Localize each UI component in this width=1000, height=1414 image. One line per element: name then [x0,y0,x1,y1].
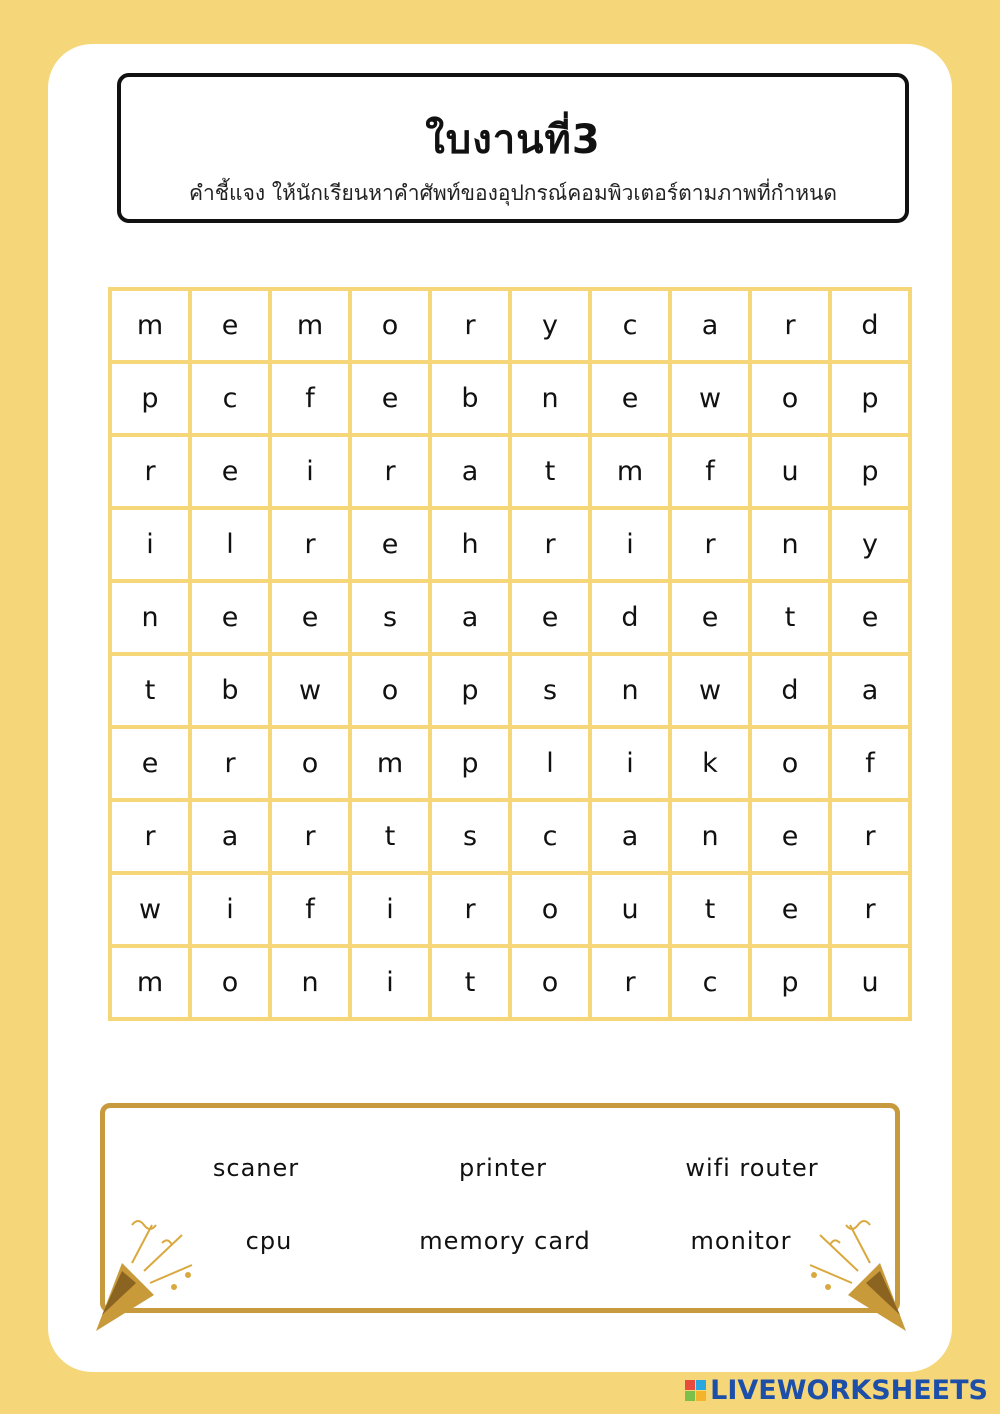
grid-cell[interactable]: t [112,656,188,725]
instruction-text: คำชี้แจง ให้นักเรียนหาคำศัพท์ของอุปกรณ์คอมพิวเตอร์ตามภาพที่กำหนด [188,181,838,205]
grid-cell[interactable]: e [512,583,588,652]
grid-cell[interactable]: t [752,583,828,652]
grid-cell[interactable]: e [352,510,428,579]
header-box [117,73,909,223]
grid-cell[interactable]: r [192,729,268,798]
grid-cell[interactable]: i [352,875,428,944]
grid-cell[interactable]: e [272,583,348,652]
grid-cell[interactable]: i [592,729,668,798]
grid-cell[interactable]: e [672,583,748,652]
grid-cell[interactable]: b [192,656,268,725]
grid-cell[interactable]: s [352,583,428,652]
grid-cell[interactable]: n [272,948,348,1017]
grid-cell[interactable]: r [432,291,508,360]
grid-cell[interactable]: p [832,364,908,433]
grid-cell[interactable]: a [672,291,748,360]
grid-cell[interactable]: n [592,656,668,725]
grid-cell[interactable]: e [352,364,428,433]
grid-cell[interactable]: n [672,802,748,871]
grid-cell[interactable]: e [752,875,828,944]
grid-cell[interactable]: o [272,729,348,798]
grid-cell[interactable]: a [832,656,908,725]
grid-cell[interactable]: w [112,875,188,944]
grid-cell[interactable]: r [672,510,748,579]
grid-cell[interactable]: m [272,291,348,360]
grid-cell[interactable]: r [512,510,588,579]
grid-cell[interactable]: u [592,875,668,944]
grid-cell[interactable]: c [512,802,588,871]
grid-cell[interactable]: k [672,729,748,798]
grid-cell[interactable]: a [592,802,668,871]
grid-cell[interactable]: o [752,364,828,433]
grid-cell[interactable]: n [112,583,188,652]
grid-cell[interactable]: i [192,875,268,944]
grid-cell[interactable]: d [592,583,668,652]
grid-cell[interactable]: a [432,437,508,506]
grid-cell[interactable]: s [512,656,588,725]
grid-cell[interactable]: o [352,656,428,725]
party-popper-icon [92,1215,202,1335]
word-bank-item: wifi router [685,1154,819,1182]
grid-cell[interactable]: i [112,510,188,579]
grid-cell[interactable]: y [832,510,908,579]
grid-cell[interactable]: n [752,510,828,579]
word-bank-item: memory card [419,1227,591,1255]
grid-cell[interactable]: y [512,291,588,360]
grid-cell[interactable]: m [112,948,188,1017]
grid-cell[interactable]: w [672,656,748,725]
grid-cell[interactable]: a [432,583,508,652]
grid-cell[interactable]: f [272,364,348,433]
grid-cell[interactable]: t [672,875,748,944]
grid-cell[interactable]: e [592,364,668,433]
grid-cell[interactable]: p [752,948,828,1017]
grid-cell[interactable]: r [112,437,188,506]
logo-icon [685,1380,706,1401]
grid-cell[interactable]: i [272,437,348,506]
grid-cell[interactable]: w [272,656,348,725]
grid-cell[interactable]: c [592,291,668,360]
grid-cell[interactable]: r [352,437,428,506]
grid-cell[interactable]: o [352,291,428,360]
grid-cell[interactable]: f [272,875,348,944]
grid-cell[interactable]: r [272,802,348,871]
grid-cell[interactable]: w [672,364,748,433]
grid-cell[interactable]: r [272,510,348,579]
grid-cell[interactable]: c [192,364,268,433]
grid-cell[interactable]: t [432,948,508,1017]
grid-cell[interactable]: u [752,437,828,506]
grid-cell[interactable]: b [432,364,508,433]
grid-cell[interactable]: u [832,948,908,1017]
grid-cell[interactable]: o [512,948,588,1017]
word-bank-item: scaner [212,1154,300,1182]
grid-cell[interactable]: r [112,802,188,871]
grid-cell[interactable]: d [832,291,908,360]
grid-cell[interactable]: e [752,802,828,871]
grid-cell[interactable]: o [192,948,268,1017]
grid-cell[interactable]: o [752,729,828,798]
word-bank-item: cpu [245,1227,293,1255]
grid-cell[interactable]: p [432,729,508,798]
grid-cell[interactable]: r [752,291,828,360]
grid-cell[interactable]: p [112,364,188,433]
grid-cell[interactable]: r [832,802,908,871]
grid-cell[interactable]: p [432,656,508,725]
grid-cell[interactable]: i [592,510,668,579]
grid-cell[interactable]: o [512,875,588,944]
grid-cell[interactable]: n [512,364,588,433]
grid-cell[interactable]: f [832,729,908,798]
word-bank-item: monitor [690,1227,792,1255]
grid-cell[interactable]: t [512,437,588,506]
grid-cell[interactable]: a [192,802,268,871]
grid-cell[interactable]: l [512,729,588,798]
grid-cell[interactable]: r [432,875,508,944]
grid-cell[interactable]: l [192,510,268,579]
grid-cell[interactable]: f [672,437,748,506]
liveworksheets-logo [685,1375,988,1406]
grid-cell[interactable]: p [832,437,908,506]
grid-cell[interactable]: e [192,583,268,652]
word-bank [100,1103,900,1313]
grid-cell[interactable]: r [592,948,668,1017]
brand-name: LIVEWORKSHEETS [710,1375,988,1406]
grid-cell[interactable]: e [192,291,268,360]
grid-cell[interactable]: e [112,729,188,798]
word-bank-item: printer [458,1154,548,1182]
grid-cell[interactable]: e [832,583,908,652]
grid-cell[interactable]: h [432,510,508,579]
grid-cell[interactable]: d [752,656,828,725]
grid-cell[interactable]: m [112,291,188,360]
grid-cell[interactable]: s [432,802,508,871]
word-search-grid [108,287,912,1021]
grid-cell[interactable]: m [352,729,428,798]
grid-cell[interactable]: m [592,437,668,506]
party-popper-icon [800,1215,910,1335]
grid-cell[interactable]: i [352,948,428,1017]
grid-cell[interactable]: e [192,437,268,506]
worksheet-title: ใบงานที่3 [425,117,601,163]
grid-cell[interactable]: t [352,802,428,871]
grid-cell[interactable]: r [832,875,908,944]
grid-cell[interactable]: c [672,948,748,1017]
